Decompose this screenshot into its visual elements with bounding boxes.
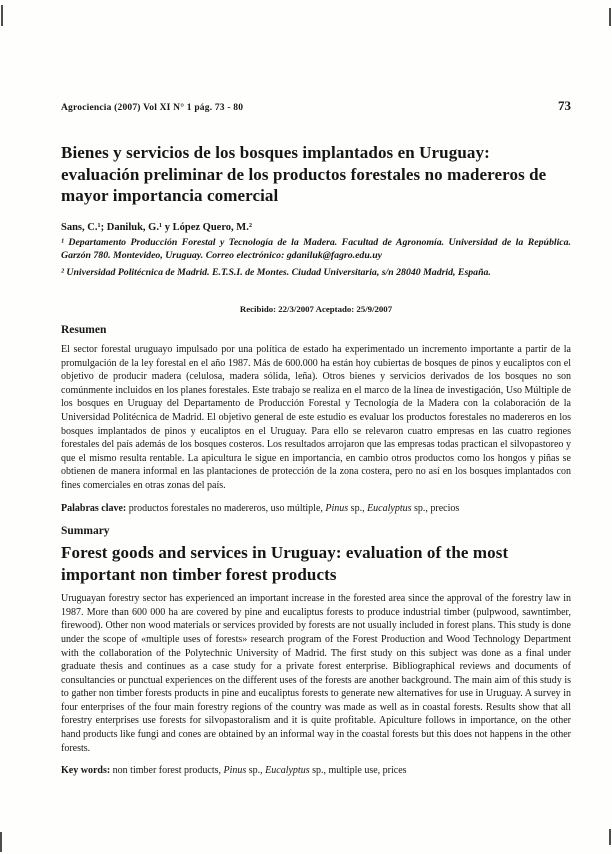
keywords-es-species-pinus: Pinus: [325, 502, 349, 514]
scan-artifact: [1, 5, 3, 26]
keywords-es-label: Palabras clave:: [61, 502, 127, 514]
keywords-es: [61, 502, 571, 516]
keywords-es-text: productos forestales no madereros, uso múltiple,: [126, 502, 326, 514]
keywords-en-label: Key words:: [61, 765, 111, 777]
scan-artifact: [0, 832, 2, 852]
page-number: 73: [558, 98, 571, 113]
running-header: [61, 98, 571, 114]
page-content: [61, 98, 571, 778]
keywords-en-species-eucalyptus: Eucalyptus: [265, 765, 310, 777]
keywords-es-text: sp.,: [348, 502, 368, 514]
keywords-en-text: sp.,: [246, 765, 266, 777]
keywords-en: [61, 764, 571, 778]
scan-artifact: [609, 829, 611, 845]
article-title-es: Bienes y servicios de los bosques implantados en Uruguay: evaluación preliminar de los productos forestales no madereros de mayor importancia comercial: [61, 143, 547, 205]
affiliation-1: ¹ Departamento Producción Forestal y Tecnología de la Madera. Facultad de Agronomía. Universidad de la República. Garzón 780. Montevideo, Uruguay. Correo electrónico: gdaniluk@fagro.edu.uy: [61, 236, 571, 261]
summary-heading: Summary: [61, 525, 110, 538]
received-accepted-line: Recibido: 22/3/2007 Aceptado: 25/9/2007: [239, 304, 393, 314]
journal-citation: Agrociencia (2007) Vol XI N° 1 pág. 73 - 80: [61, 103, 244, 113]
article-title-en: Forest goods and services in Uruguay: evaluation of the most important non timber forest products: [61, 543, 509, 584]
authors-line: Sans, C.¹; Daniluk, G.¹ y López Quero, M.²: [61, 221, 252, 233]
abstract-en: Uruguayan forestry sector has experienced an important increase in the forested area since the approval of the forestry law in 1987. More than 600 000 ha are covered by pine and eucaliptus forests to produce industrial timber (pulpwood, sawntimber, firewood). Other non wood materials or services provided by forests are not usually included in forest plans. This study is done under the scope of «multiple uses of forests» research program of the Forest Production and Wood Technology Department with the collaboration of the Polytechnic University of Madrid. The first study on this subject was done as a final under graduate thesis and continues as a case study for a private forest enterprise. Bibliographical reviews and documents of consultancies or punctual experiences on the different uses of the forests are another background. The main aim of this study is to gather non timber forests products in pine and eucaliptus forests to generate new alternatives for use in Uruguay. A survey in four enterprises of the four main forestry regions of the country was made as well as in coastal forests. Results show that all forestry enterprises use forests for silvopastoralism and it is quite profitable. Apiculture follows in importance, on the other hand products like fungi and cones are obtained by an informal way in the coastal forests but this does not happens in the other forests.: [61, 593, 571, 754]
keywords-es-text: sp., precios: [411, 502, 460, 514]
scan-artifact: [609, 8, 611, 26]
keywords-en-text: non timber forest products,: [110, 765, 224, 777]
keywords-en-text: sp., multiple use, prices: [309, 765, 407, 777]
affiliation-2: ² Universidad Politécnica de Madrid. E.T.S.I. de Montes. Ciudad Universitaria, s/n 28040 Madrid, España.: [61, 266, 491, 278]
resumen-heading: Resumen: [61, 324, 107, 336]
abstract-es: El sector forestal uruguayo impulsado por una política de estado ha experimentado un incremento importante a partir de la promulgación de la ley forestal en el año 1987. Más de 600.000 ha están hoy cubiertas de bosques de pinos y eucaliptos con el objetivo de producir madera (celulosa, madera sólida, leña). Otros bienes y servicios derivados de los bosques no son comúnmente incluidos en los planes forestales. Este trabajo se realiza en el marco de la línea de investigación, Uso Múltiple de los bosques en Uruguay del Departamento de Producción Forestal y Tecnología de la Madera con la colaboración de la Universidad Politécnica de Madrid. El objetivo general de este estudio es evaluar los productos forestales no madereros en los bosques implantados de pinos y eucaliptos en el Uruguay. Para ello se relevaron cuatro empresas en las cuatro regiones forestales del país además de los bosques costeros. Los resultados arrojaron que las empresas todas practican el silvopastoreo y que el mismo resulta rentable. La apicultura le sigue en importancia, en cambio otros productos como los hongos y piñas se obtienen de manera informal en las plantaciones de protección de la zona costera, pero no así en los bosques implantados con fines comerciales en otras zonas del país.: [61, 344, 571, 491]
keywords-en-species-pinus: Pinus: [223, 765, 247, 777]
keywords-es-species-eucalyptus: Eucalyptus: [367, 502, 412, 514]
